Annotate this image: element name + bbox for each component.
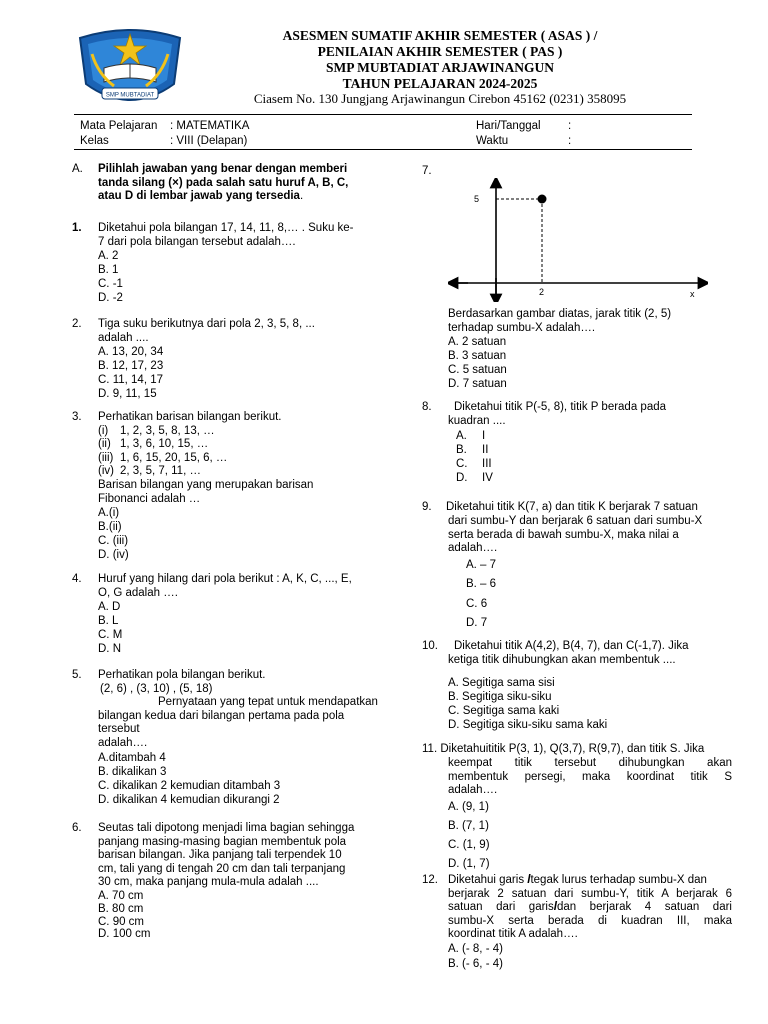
subject-value: : MATEMATIKA xyxy=(170,120,250,132)
coordinate-graph xyxy=(448,178,708,302)
option: A. 13, 20, 34 xyxy=(98,346,164,359)
option: B. 12, 17, 23 xyxy=(98,360,164,373)
option: C. (1, 9) xyxy=(448,838,490,851)
option: B. II xyxy=(456,443,489,456)
question-8: Diketahui titik P(-5, 8), titik P berada pada xyxy=(454,401,667,413)
option: C. 90 cm xyxy=(98,915,145,928)
time-value: : xyxy=(568,135,572,147)
option: B. 1 xyxy=(98,264,119,277)
school-name: SMP MUBTADIAT ARJAWINANGUN xyxy=(325,60,555,75)
question-5: Perhatikan pola bilangan berikut. (2, 6) , (3, 10) , (5, 18) Pernyataan yang tepat untuk mendapatkan bilangan kedua dari bilangan pertama pada pola tersebut adalah…. A.ditambah 4 B. dikalikan 3 C. dikalikan 2 kemudian ditambah 3 D. dikalikan 4 kemudian dikurangi 2 xyxy=(98,669,383,807)
option: D. 7 satuan xyxy=(448,378,507,391)
option: D. Segitiga siku-siku sama kaki xyxy=(448,718,608,731)
svg-text:SMP MUBTADIAT: SMP MUBTADIAT xyxy=(105,92,155,99)
question-11: 11. Diketahuititik P(3, 1), Q(3,7), R(9,7), dan titik S. Jika xyxy=(422,743,705,755)
option: D. (1, 7) xyxy=(448,857,490,870)
option: B. L xyxy=(98,615,119,628)
question-number: 7. xyxy=(422,165,432,177)
question-6: Seutas tali dipotong menjadi lima bagian sehingga panjang masing-masing bagian membentuk pola barisan bilangan. Jika panjang tali terpendek 10 cm, tali yang di tengah 20 cm dan tali terpanjang 30 cm, maka panjang mula-mula adalah .... A. 70 cm B. 80 cm C. 90 cm D. 100 cm xyxy=(98,822,388,941)
time-label: Waktu xyxy=(476,135,509,147)
option: C. -1 xyxy=(98,278,123,291)
info-divider xyxy=(74,149,692,150)
date-value: : xyxy=(568,120,572,132)
section-instruction: Pilihlah jawaban yang benar dengan memberi tanda silang (×) pada salah satu huruf A, B, C, atau D di lembar jawab yang tersedia. xyxy=(98,163,349,203)
option: D. (iv) xyxy=(98,549,129,562)
question-8-cont: kuadran .... A. I B. II C. III D. IV xyxy=(448,415,732,485)
question-4: Huruf yang hilang dari pola berikut : A, K, C, ..., E, O, G adalah …. A. D B. L C. M D. N xyxy=(98,573,388,656)
question-10-cont: ketiga titik dihubungkan akan membentuk .... A. Segitiga sama sisi B. Segitiga siku-siku C. Segitiga sama kaki D. Segitiga siku-siku sama kaki xyxy=(448,654,732,732)
option: B. (- 6, - 4) xyxy=(448,957,503,970)
question-7: Berdasarkan gambar diatas, jarak titik (2, 5) terhadap sumbu-X adalah…. A. 2 satuan B. 3 satuan C. 5 satuan D. 7 satuan xyxy=(448,308,732,391)
x-axis-label: x xyxy=(690,289,695,299)
option: B.(ii) xyxy=(98,521,122,534)
option: B. dikalikan 3 xyxy=(98,765,167,778)
subject-label: Mata Pelajaran xyxy=(80,120,158,132)
class-label: Kelas xyxy=(80,135,109,147)
question-11-cont: keempat titik tersebut dihubungkan akan membentuk persegi, maka koordinat titik S adalah…. A. (9, 1) B. (7, 1) C. (1, 9) D. (1, 7) xyxy=(448,757,732,874)
option: A. – 7 xyxy=(466,558,497,571)
option: A. 70 cm xyxy=(98,889,144,902)
option: A. I xyxy=(456,429,486,442)
option: D. 7 xyxy=(466,617,488,630)
academic-year: TAHUN PELAJARAN 2024-2025 xyxy=(342,76,538,91)
option: B. – 6 xyxy=(466,578,497,591)
question-3: Perhatikan barisan bilangan berikut. (i) 1, 2, 3, 5, 8, 13, … (ii) 1, 3, 6, 10, 15, … (iii) 1, 6, 15, 20, 15, 6, … (iv) 2, 3, 5, 7, 11, … Barisan bilangan yang merupakan barisan Fibonanci adalah … A.(i) B.(ii) C. (iii) D. (iv) xyxy=(98,411,388,562)
option: C. (iii) xyxy=(98,535,129,548)
question-9: Diketahui titik K(7, a) dan titik K berjarak 7 satuan xyxy=(446,501,698,513)
option: A.(i) xyxy=(98,507,120,520)
option: B. (7, 1) xyxy=(448,819,489,832)
question-9-cont: dari sumbu-Y dan berjarak 6 satuan dari sumbu-X serta berada di bawah sumbu-X, maka nilai a adalah…. A. – 7 B. – 6 C. 6 D. 7 xyxy=(448,515,732,634)
option: D. -2 xyxy=(98,292,123,305)
option: D. dikalikan 4 kemudian dikurangi 2 xyxy=(98,793,280,806)
option: A. 2 xyxy=(98,250,119,263)
option: C. 11, 14, 17 xyxy=(98,374,163,387)
question-10: Diketahui titik A(4,2), B(4, 7), dan C(-1,7). Jika xyxy=(454,640,689,652)
question-2: Tiga suku berikutnya dari pola 2, 3, 5, 8, ... adalah .... A. 13, 20, 34 B. 12, 17, 23 C. 11, 14, 17 D. 9, 11, 15 xyxy=(98,318,388,401)
point-marker xyxy=(538,195,547,204)
school-address: Ciasem No. 130 Jungjang Arjawinangun Cirebon 45162 (0231) 358095 xyxy=(253,91,627,106)
school-logo xyxy=(74,24,186,112)
date-label: Hari/Tanggal xyxy=(476,120,541,132)
option: D. N xyxy=(98,643,121,656)
question-number: 6. xyxy=(72,822,82,834)
header-divider xyxy=(74,114,692,115)
option: A.ditambah 4 xyxy=(98,751,166,764)
option: A. (- 8, - 4) xyxy=(448,942,503,955)
option: A. D xyxy=(98,601,121,614)
option: B. 80 cm xyxy=(98,902,144,915)
option: C. M xyxy=(98,629,123,642)
header-title-2: PENILAIAN AKHIR SEMESTER ( PAS ) xyxy=(317,44,563,59)
header-title-1: ASESMEN SUMATIF AKHIR SEMESTER ( ASAS ) / xyxy=(282,28,598,43)
question-number: 10. xyxy=(422,640,438,652)
question-number: 12. xyxy=(422,874,438,886)
question-number: 8. xyxy=(422,401,432,413)
option: D. 9, 11, 15 xyxy=(98,388,157,401)
option: D. IV xyxy=(456,471,493,484)
x-tick-label: 2 xyxy=(539,287,545,297)
question-number: 9. xyxy=(422,501,432,513)
option: A. (9, 1) xyxy=(448,800,489,813)
option: B. 3 satuan xyxy=(448,350,507,363)
option: A. Segitiga sama sisi xyxy=(448,676,555,689)
option: C. Segitiga sama kaki xyxy=(448,704,560,717)
y-tick-label: 5 xyxy=(474,194,480,204)
question-number: 1. xyxy=(72,222,82,234)
question-number: 3. xyxy=(72,411,82,423)
question-12: Diketahui garis ltegak lurus terhadap sumbu-X dan berjarak 2 satuan dari sumbu-Y, titik A berjarak 6 satuan dari garisldan berjarak 4 satuan dari sumbu-X serta berada di kuadran III, maka koordinat titik A adalah…. A. (- 8, - 4) B. (- 6, - 4) xyxy=(448,874,732,970)
option: C. dikalikan 2 kemudian ditambah 3 xyxy=(98,779,281,792)
option: B. Segitiga siku-siku xyxy=(448,690,552,703)
option: D. 100 cm xyxy=(98,928,151,941)
question-number: 4. xyxy=(72,573,82,585)
question-number: 2. xyxy=(72,318,82,330)
question-number: 5. xyxy=(72,669,82,681)
class-value: : VIII (Delapan) xyxy=(170,135,248,147)
section-letter: A. xyxy=(72,163,83,175)
question-1: Diketahui pola bilangan 17, 14, 11, 8,… . Suku ke- 7 dari pola bilangan tersebut adalah…. A. 2 B. 1 C. -1 D. -2 xyxy=(98,222,388,305)
option: C. 6 xyxy=(466,597,488,610)
option: A. 2 satuan xyxy=(448,336,507,349)
option: C. III xyxy=(456,457,492,470)
option: C. 5 satuan xyxy=(448,364,507,377)
